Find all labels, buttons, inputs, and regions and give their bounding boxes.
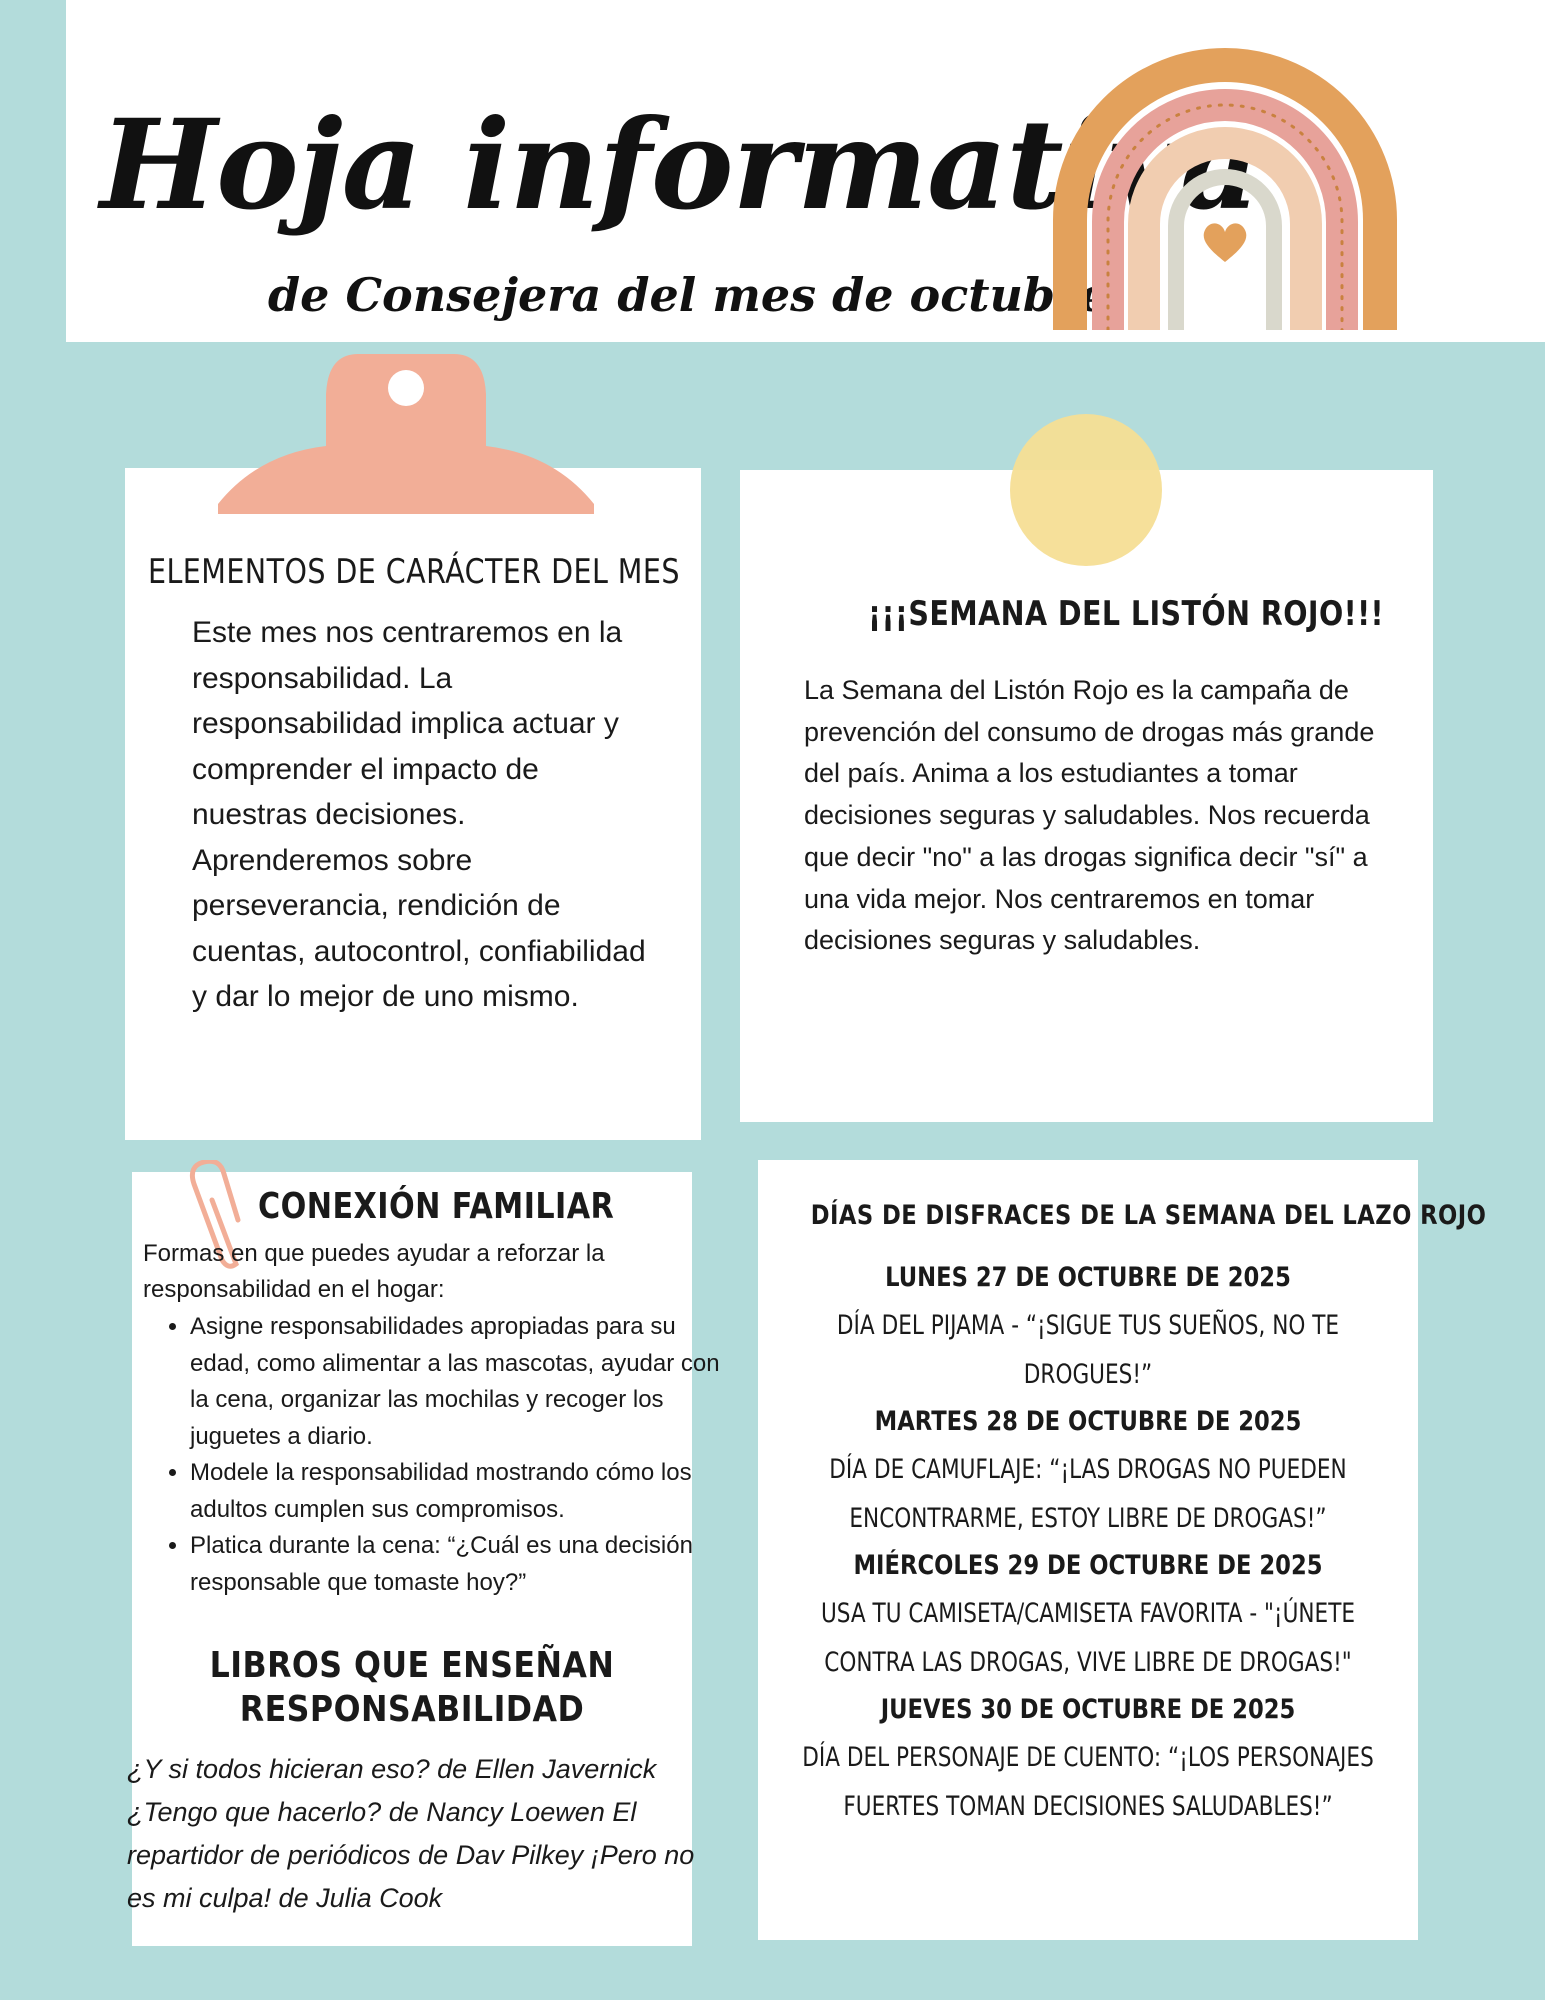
books-heading: LIBROS QUE ENSEÑAN RESPONSABILIDAD [209,1645,615,1730]
family-tips-list [146,1309,740,1601]
character-heading: ELEMENTOS DE CARÁCTER DEL MES [148,552,680,592]
list-item: • Platica durante la cena: “¿Cuál es una decisión responsable que tomaste hoy?” [190,1528,740,1601]
ribbon-week-body: La Semana del Listón Rojo es la campaña de prevención del consumo de drogas más grande del país. Anima a los estudiantes a tomar decisiones seguras y saludables. Nos recuerda que decir "no" a las drogas significa decir "sí" a una vida mejor. Nos centraremos en tomar decisiones seguras y saludables. [804,675,1375,956]
day-date: LUNES 27 DE OCTUBRE DE 2025 [885,1262,1291,1293]
day-description: DÍA DE CAMUFLAJE: “¡LAS DROGAS NO PUEDEN ENCONTRARME, ESTOY LIBRE DE DROGAS!” [829,1454,1347,1534]
family-heading: CONEXIÓN FAMILIAR [258,1186,615,1227]
costume-days-heading: DÍAS DE DISFRACES DE LA SEMANA DEL LAZO ROJO [810,1200,1487,1231]
sun-circle-decoration [1010,414,1162,566]
clipboard-clip-icon [218,354,594,524]
day-date: MIÉRCOLES 29 DE OCTUBRE DE 2025 [853,1550,1323,1581]
page-subtitle: de Consejera del mes de octubre [268,268,1109,322]
books-list-text: ¿Y si todos hicieran eso? de Ellen Javernick ¿Tengo que hacerlo? de Nancy Loewen El repartidor de periódicos de Dav Pilkey ¡Pero no es mi culpa! de Julia Cook [127,1754,695,1913]
day-description: USA TU CAMISETA/CAMISETA FAVORITA - "¡ÚNETE CONTRA LAS DROGAS, VIVE LIBRE DE DROGAS!" [820,1598,1356,1678]
day-description: DÍA DEL PIJAMA - “¡SIGUE TUS SUEÑOS, NO TE DROGUES!” [836,1310,1340,1390]
ribbon-week-heading: ¡¡¡SEMANA DEL LISTÓN ROJO!!! [868,594,1384,634]
list-item: • Modele la responsabilidad mostrando cómo los adultos cumplen sus compromisos. [190,1455,740,1528]
day-date: MARTES 28 DE OCTUBRE DE 2025 [874,1406,1302,1437]
page-title: Hoja informativa [100,93,1260,238]
list-item: • Asigne responsabilidades apropiadas para su edad, como alimentar a las mascotas, ayudar con la cena, organizar las mochilas y recoger los juguetes a diario. [190,1309,740,1455]
rainbow-icon [1050,40,1400,330]
day-description: DÍA DEL PERSONAJE DE CUENTO: “¡LOS PERSONAJES FUERTES TOMAN DECISIONES SALUDABLES!” [802,1742,1374,1822]
costume-days-content [758,1200,1487,1831]
family-intro: Formas en que puedes ayudar a reforzar la responsabilidad en el hogar: [143,1240,605,1303]
day-date: JUEVES 30 DE OCTUBRE DE 2025 [880,1694,1296,1725]
character-body: Este mes nos centraremos en la responsabilidad. La responsabilidad implica actuar y comprender el impacto de nuestras decisiones. Aprenderemos sobre perseverancia, rendición de cuentas, autocontrol, confiabilidad y dar lo mejor de uno mismo. [192,616,646,1013]
